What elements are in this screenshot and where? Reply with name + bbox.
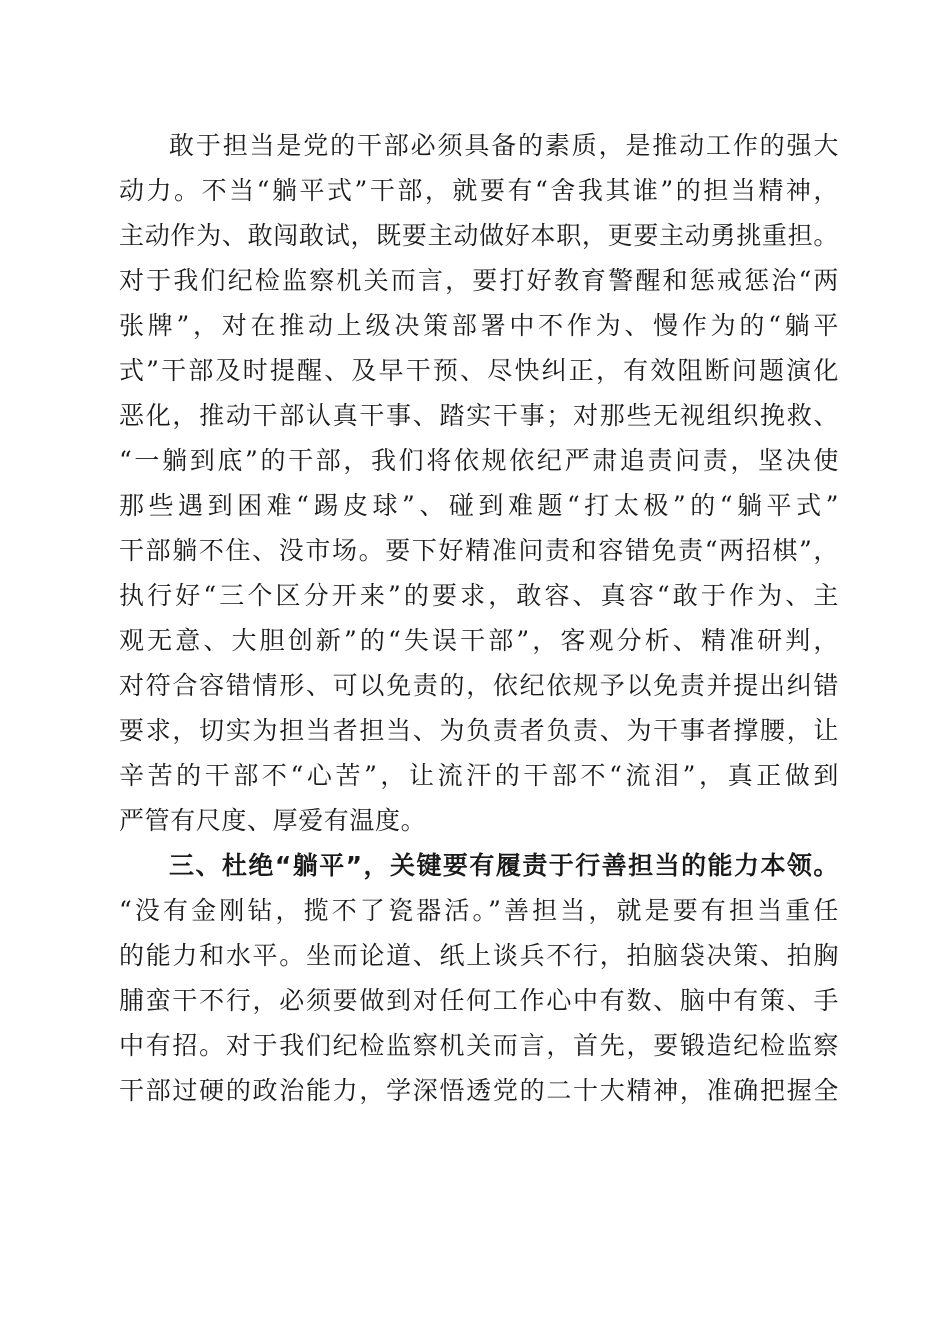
paragraph-line: 主动作为、敢闯敢试，既要主动做好本职，更要主动勇挑重担。	[119, 221, 839, 250]
paragraph-line: 恶化，推动干部认真干事、踏实干事；对那些无视组织挽救、	[119, 401, 839, 430]
paragraph-line: 严管有尺度、厚爱有温度。	[119, 806, 427, 835]
paragraph-line: 的能力和水平。坐而论道、纸上谈兵不行，拍脑袋决策、拍胸	[119, 941, 839, 970]
paragraph-line: 张牌”，对在推动上级决策部署中不作为、慢作为的“躺平	[119, 311, 839, 340]
paragraph-line: 动力。不当“躺平式”干部，就要有“舍我其谁”的担当精神，	[119, 176, 839, 205]
paragraph-line: 那些遇到困难“踢皮球”、碰到难题“打太极”的“躺平式”	[119, 491, 839, 520]
paragraph-line: “一躺到底”的干部，我们将依规依纪严肃追责问责，坚决使	[119, 446, 839, 475]
section-heading: 三、杜绝“躺平”，关键要有履责于行善担当的能力本领。	[169, 851, 839, 880]
paragraph-line: 干部过硬的政治能力，学深悟透党的二十大精神，准确把握全	[119, 1076, 839, 1105]
paragraph-line: 要求，切实为担当者担当、为负责者负责、为干事者撑腰，让	[119, 716, 839, 745]
paragraph-line: 辛苦的干部不“心苦”，让流汗的干部不“流泪”，真正做到	[119, 761, 839, 790]
paragraph-line: 中有招。对于我们纪检监察机关而言，首先，要锻造纪检监察	[119, 1031, 839, 1060]
paragraph-line: 式”干部及时提醒、及早干预、尽快纠正，有效阻断问题演化	[119, 356, 839, 385]
paragraph-line: “没有金刚钻，揽不了瓷器活。”善担当，就是要有担当重任	[119, 896, 839, 925]
paragraph-line: 脯蛮干不行，必须要做到对任何工作心中有数、脑中有策、手	[119, 986, 839, 1015]
paragraph-line: 对于我们纪检监察机关而言，要打好教育警醒和惩戒惩治“两	[119, 266, 839, 295]
paragraph-line: 敢于担当是党的干部必须具备的素质，是推动工作的强大	[169, 131, 839, 160]
paragraph-line: 观无意、大胆创新”的“失误干部”，客观分析、精准研判，	[119, 626, 839, 655]
paragraph-line: 执行好“三个区分开来”的要求，敢容、真容“敢于作为、主	[119, 581, 839, 610]
paragraph-line: 对符合容错情形、可以免责的，依纪依规予以免责并提出纠错	[119, 671, 839, 700]
body-text	[119, 123, 839, 1113]
paragraph-line: 干部躺不住、没市场。要下好精准问责和容错免责“两招棋”，	[119, 536, 839, 565]
